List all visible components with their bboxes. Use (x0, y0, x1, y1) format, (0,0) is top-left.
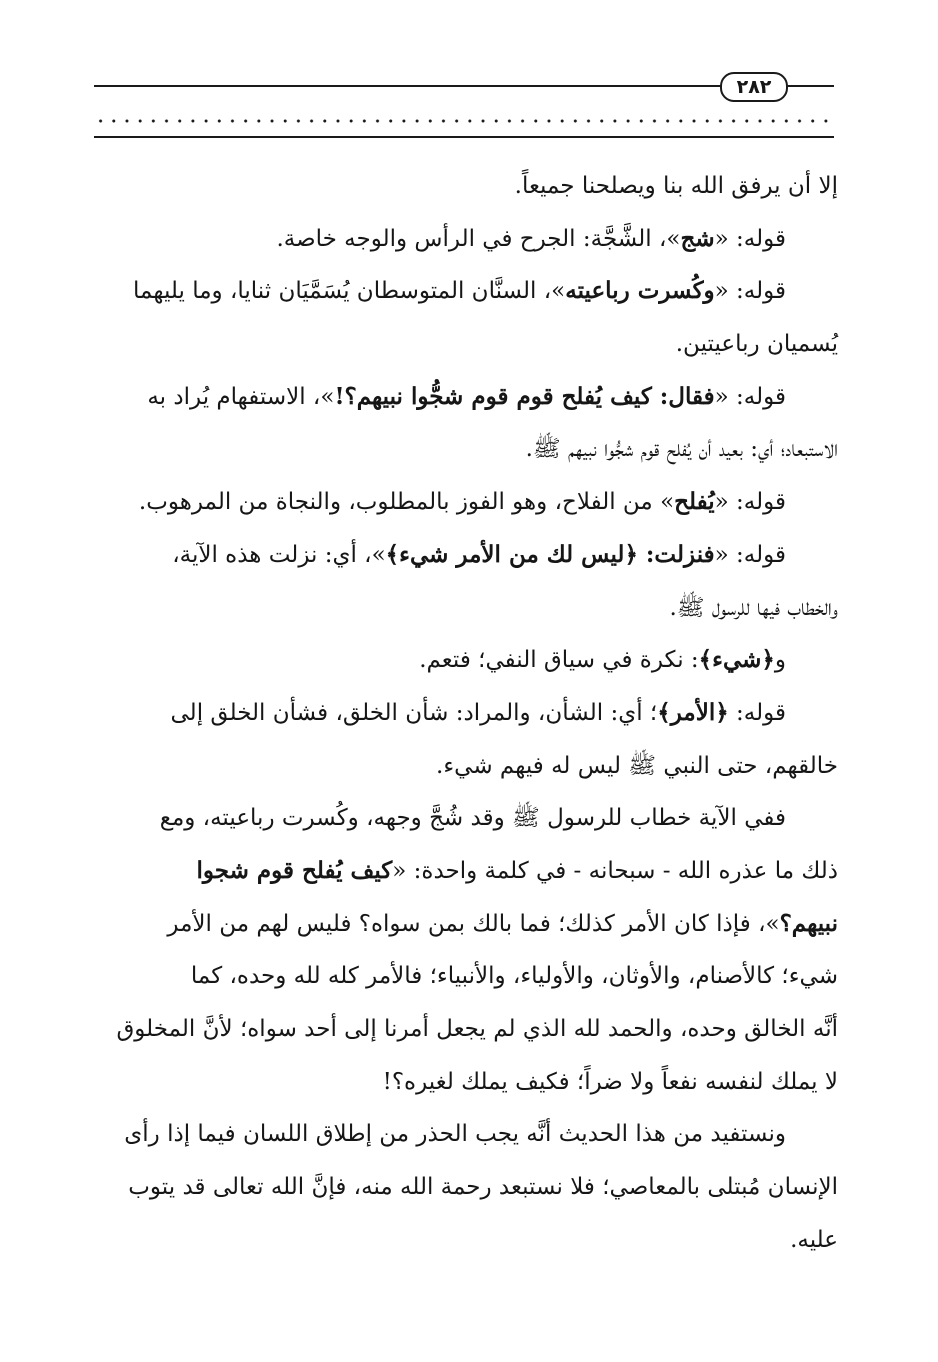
text-line (94, 1161, 838, 1214)
text-run: ذلك ما عذره الله - سبحانه - في كلمة واحدة: « (392, 857, 838, 884)
page-header (94, 66, 834, 136)
text-run: خالقهم، حتى النبي ﷺ ليس له فيهم شيء. (436, 752, 838, 779)
text-line (94, 634, 838, 687)
text-run: » من الفلاح، وهو الفوز بالمطلوب، والنجاة من المرهوب. (138, 489, 675, 516)
text-line (94, 529, 838, 582)
text-run: عليه. (790, 1226, 838, 1253)
text-line (94, 740, 838, 793)
page-number-badge (720, 72, 788, 102)
text-run: قوله: « (714, 278, 786, 305)
bold-phrase: فنزلت: ﴿ليس لك من الأمر شيء﴾ (385, 540, 715, 568)
text-line (94, 265, 838, 318)
body-text (94, 160, 838, 1266)
text-run: »، السنَّان المتوسطان يُسَمَّيَان ثنايا، وما يليهما (133, 278, 566, 305)
text-run: »، الشَّجَّة: الجرح في الرأس والوجه خاصة. (276, 225, 681, 252)
page-number: ٢٨٢ (736, 76, 772, 98)
bold-phrase: كيف يُفلح قوم شجوا (196, 856, 393, 884)
text-run: أنَّه الخالق وحده، والحمد لله الذي لم يجعل أمرنا إلى أحد سواه؛ لأنَّ المخلوق (116, 1016, 838, 1042)
bold-phrase: ﴿الأمر﴾ (657, 698, 729, 726)
text-run: شيء؛ كالأصنام، والأوثان، والأولياء، والأنبياء؛ فالأمر كله لله وحده، كما (190, 963, 838, 990)
text-run: ؛ أي: الشأن، والمراد: شأن الخلق، فشأن الخلق إلى (170, 699, 658, 726)
bold-phrase: فقال: كيف يُفلح قوم قوم شجُّوا نبيهم؟! (334, 382, 715, 410)
bold-phrase: يُفلح (674, 488, 715, 516)
bold-phrase: شج (680, 224, 715, 252)
text-line (94, 582, 838, 635)
text-run: ونستفيد من هذا الحديث أنَّه يجب الحذر من إطلاق اللسان فيما إذا رأى (124, 1121, 786, 1148)
text-line (94, 1003, 838, 1056)
text-run: ففي الآية خطاب للرسول ﷺ وقد شُجَّ وجهه، وكُسرت رباعيته، ومع (159, 805, 786, 832)
text-line (94, 950, 838, 1003)
text-run: والخطاب فيها للرسول ﷺ. (669, 594, 838, 621)
text-run: يُسميان رباعيتين. (675, 331, 838, 358)
text-line (94, 1056, 838, 1109)
text-run: و (774, 647, 786, 674)
text-run: إلا أن يرفق الله بنا ويصلحنا جميعاً. (514, 173, 838, 199)
text-run: قوله: « (714, 383, 786, 410)
text-run: »، فإذا كان الأمر كذلك؛ فما بالك بمن سواه؟ فليس لهم من الأمر (167, 910, 780, 937)
text-line (94, 792, 838, 845)
text-run: »، أي: نزلت هذه الآية، (172, 541, 386, 568)
text-line (94, 1108, 838, 1161)
bold-phrase: وكُسرت رباعيته (565, 277, 715, 305)
text-run: قوله: « (714, 225, 786, 252)
text-run: قوله: (728, 699, 786, 726)
bold-phrase: ﴿شيء﴾ (698, 646, 775, 674)
text-run: الاستبعاد؛ أي: بعيد أن يُفلح قوم شجُّوا نبيهم ﷺ. (525, 436, 838, 463)
text-run: »، الاستفهام يُراد به (147, 383, 335, 410)
text-run: : نكرة في سياق النفي؛ فتعم. (419, 647, 699, 674)
text-line (94, 213, 838, 266)
bold-phrase: نبيهم؟ (779, 909, 838, 937)
text-line (94, 1214, 838, 1267)
text-line (94, 845, 838, 898)
text-line (94, 476, 838, 529)
dotted-divider (94, 118, 834, 124)
text-run: قوله: « (714, 489, 786, 516)
text-line (94, 898, 838, 951)
text-line (94, 687, 838, 740)
text-line (94, 160, 838, 213)
text-run: الإنسان مُبتلى بالمعاصي؛ فلا نستبعد رحمة الله منه، فإنَّ الله تعالى قد يتوب (128, 1174, 838, 1201)
text-run: لا يملك لنفسه نفعاً ولا ضراً؛ فكيف يملك لغيره؟! (382, 1068, 838, 1095)
header-bottom-rule (94, 136, 834, 138)
text-line (94, 318, 838, 371)
text-run: قوله: « (714, 541, 786, 568)
text-line (94, 371, 838, 424)
text-line (94, 423, 838, 476)
